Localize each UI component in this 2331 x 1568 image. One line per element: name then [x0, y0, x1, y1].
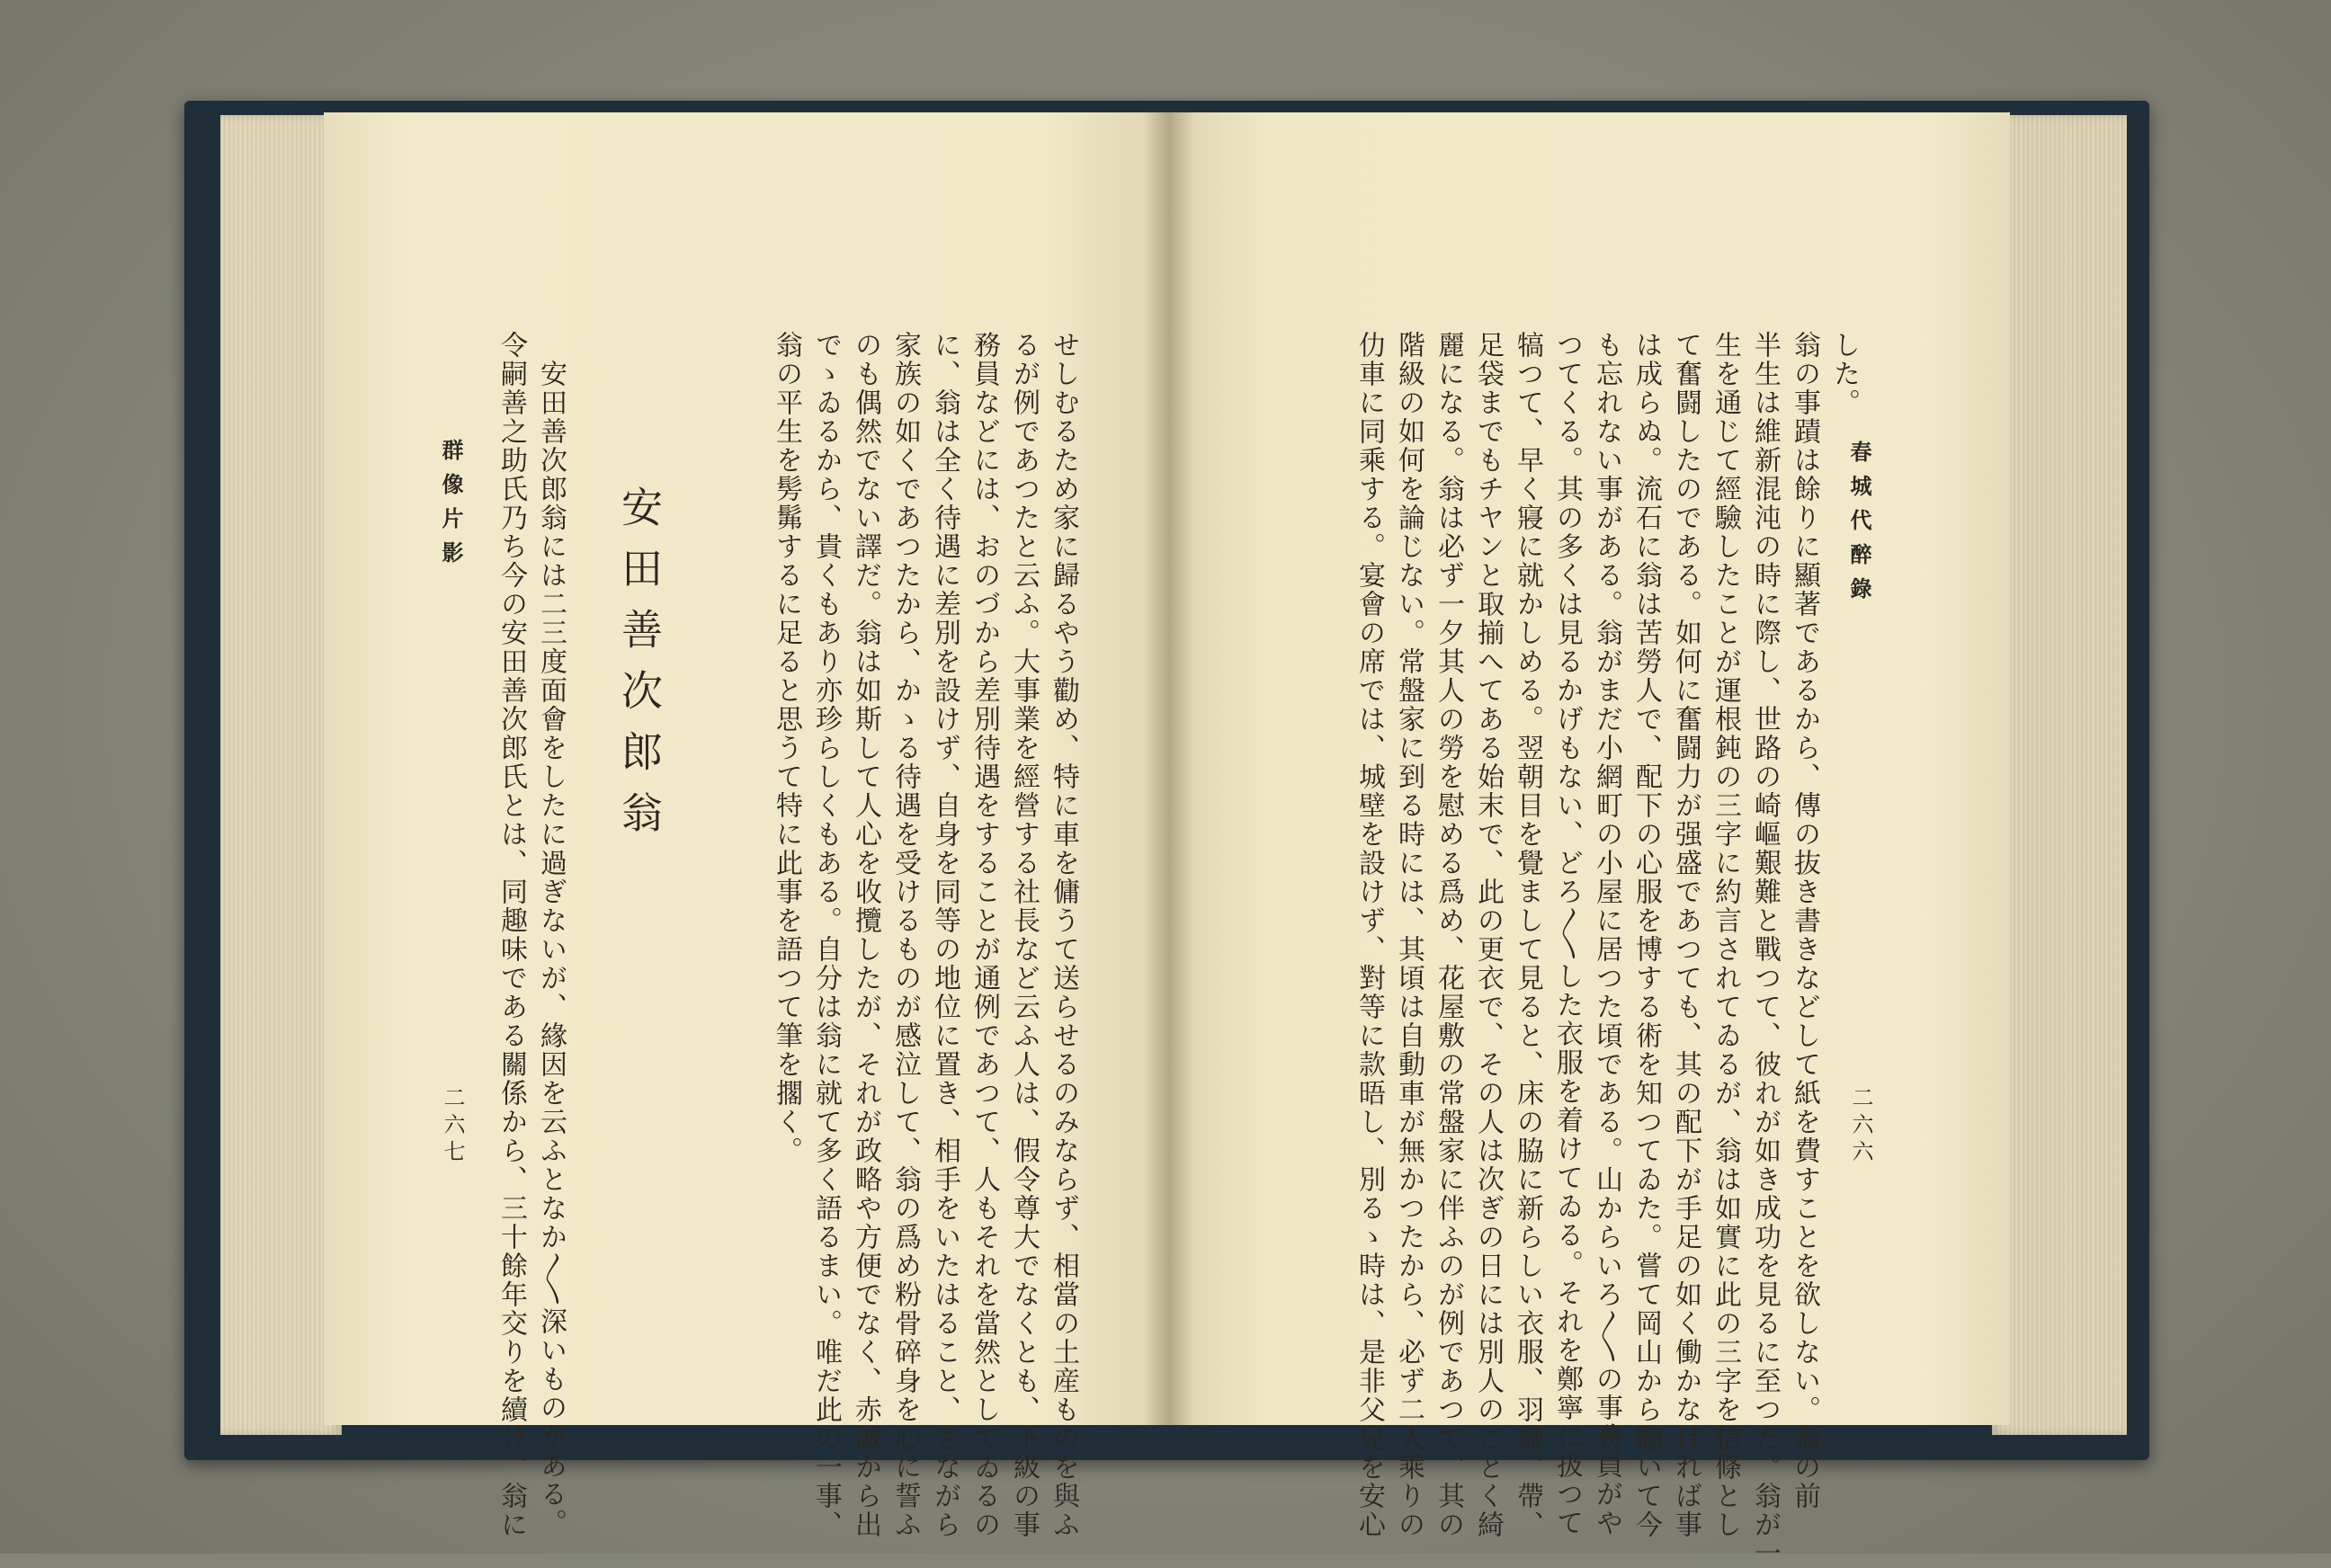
page-block-right-edge [1992, 115, 2127, 1435]
text-column-l10: 令嗣善之助氏乃ち今の安田善次郎氏とは、同趣味である關係から、三十餘年交りを續け、翁に [496, 331, 527, 1539]
text-column-l8: 翁の平生を髣髴するに足ると思うて特に此事を語つて筆を擱く。 [771, 331, 802, 1165]
text-column-r7: も忘れない事がある。翁がまだ小網町の小屋に居つた頃である。山からいろ〳〵の事務員がや [1591, 331, 1622, 1537]
text-column-r11: 麗になる。翁は必ず一夕其人の勞を慰める爲め、花屋敷の常盤家に伴ふのが例であつて、其の [1433, 331, 1464, 1539]
article-title: 安田善次郎翁 [615, 486, 664, 852]
page-number-right: 二六六 [1848, 1086, 1873, 1167]
text-column-r5: て奮闘したのである。如何に奮闘力が强盛であつても、其の配下が手足の如く働かなければ事 [1670, 331, 1701, 1539]
text-column-l9: 安田善次郎翁には二三度面會をしたに過ぎないが、緣因を云ふとなか〳〵深いものがある。 [535, 360, 567, 1537]
text-column-l1: せしむるため家に歸るやう勸め、特に車を傭うて送らせるのみならず、相當の土産ものを與ふ [1048, 331, 1079, 1539]
running-header-left: 群像片影 [438, 439, 464, 575]
text-column-r1: した。 [1828, 331, 1860, 417]
text-column-r8: つてくる。其の多くは見るかげもない、どろ〳〵した衣服を着けてゐる。それを鄭寧に扱つて [1551, 331, 1583, 1537]
text-column-l2: るが例であつたと云ふ。大事業を經營する社長など云ふ人は、假令尊大でなくとも、下級の事 [1008, 331, 1040, 1539]
text-column-r10: 足袋までもチヤンと取揃へてある始末で、此の更衣で、その人は次ぎの日には別人のごとく綺 [1472, 331, 1504, 1539]
text-column-r4: 生を通じて經驗したことが運根鈍の三字に約言されてゐるが、翁は如實に此の三字を信條とし [1710, 331, 1741, 1539]
text-column-l6: のも偶然でない譯だ。翁は如斯して人心を收攬したが、それが政略や方便でなく、赤誠から出 [850, 331, 881, 1539]
running-header-right: 春城代醉錄 [1846, 441, 1872, 611]
text-column-l7: でゝゐるから、貴くもあり亦珍らしくもある。自分は翁に就て多く語るまい。唯だ此の一事、 [810, 331, 842, 1539]
text-column-r6: は成らぬ。流石に翁は苦勞人で、配下の心服を博する術を知つてゐた。嘗て岡山から聽いて今 [1630, 331, 1662, 1539]
book-gutter [1144, 112, 1194, 1425]
text-column-l5: 家族の如くであつたから、かゝる待遇を受けるものが感泣して、翁の爲め粉骨碎身を心に誓ふ [889, 331, 921, 1539]
text-column-r13: 仂車に同乘する。宴會の席では、城壁を設けず、對等に款晤し、別るゝ時は、是非父兄を安心 [1353, 331, 1385, 1539]
page-number-left: 二六七 [440, 1086, 465, 1167]
text-column-r12: 階級の如何を論じない。常盤家に到る時には、其頃は自動車が無かつたから、必ず二人乘りの [1393, 331, 1424, 1539]
text-column-l3: 務員などには、おのづから差別待遇をすることが通例であつて、人もそれを當然としてゐるの [969, 331, 1000, 1539]
text-column-r3: 半生は維新混沌の時に際し、世路の崎嶇艱難と戰つて、彼れが如き成功を見るに至つた。翁が一 [1749, 331, 1781, 1568]
text-column-l4: に、翁は全く待遇に差別を設けず、自身を同等の地位に置き、相手をいたはること、さながら [929, 331, 960, 1539]
text-column-r2: 翁の事蹟は餘りに顯著であるから、傳の抜き書きなどして紙を費すことを欲しない。翁の前 [1789, 331, 1820, 1510]
text-column-r9: 犒つて、早く寢に就かしめる。翌朝目を覺まして見ると、床の脇に新らしい衣服、羽織、帶、 [1512, 331, 1543, 1539]
